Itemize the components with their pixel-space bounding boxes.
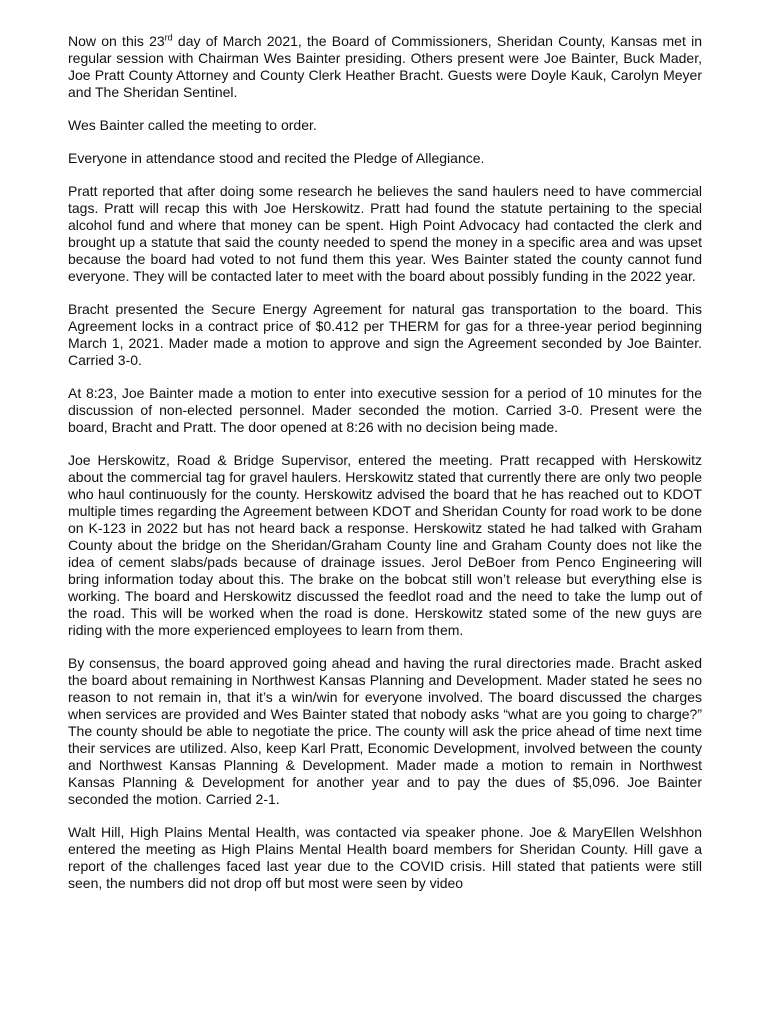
ordinal-suffix: rd [164,32,173,43]
paragraph-pledge: Everyone in attendance stood and recited the Pledge of Allegiance. [68,150,485,166]
minutes-page [68,33,702,908]
attendees-text: day of March 2021, the Board of Commissioners, Sheridan County, Kansas met in regular session with Chairman Wes Bainter presiding. Others present were Joe Bainter, Buck Mader, Joe Pratt County Attorney and County Clerk Heather Bracht. Guests were Doyle Kauk, Carolyn Meyer and The Sheridan Sentinel. [68,33,702,100]
paragraph-call-to-order: Wes Bainter called the meeting to order. [68,117,317,133]
paragraph-executive-session: At 8:23, Joe Bainter made a motion to enter into executive session for a period of 10 minutes for the discussion of non-elected personnel. Mader seconded the motion. Carried 3-0. Present were the board, Bracht and Pratt. The door opened at 8:26 with no decision being made. [68,385,702,435]
paragraph-session-opening [68,33,702,101]
date-text: Now on this 23 [68,33,165,49]
paragraph-pratt-report: Pratt reported that after doing some research he believes the sand haulers need to have commercial tags. Pratt will recap this with Joe Herskowitz. Pratt had found the statute pertaining to the special alcohol fund and where that money can be spent. High Point Advocacy had contacted the clerk and brought up a statute that said the county needed to spend the money in a specific area and was upset because the board had voted to not fund them this year. Wes Bainter stated the county cannot fund everyone. They will be contacted later to meet with the board about possibly funding in the 2022 year. [68,183,702,284]
paragraph-road-bridge: Joe Herskowitz, Road & Bridge Supervisor, entered the meeting. Pratt recapped with Herskowitz about the commercial tag for gravel haulers. Herskowitz stated that currently there are only two people who haul continuously for the county. Herskowitz advised the board that he has reached out to KDOT multiple times regarding the Agreement between KDOT and Sheridan County for road work to be done on K-123 in 2022 but has not heard back a response. Herskowitz stated he had talked with Graham County about the bridge on the Sheridan/Graham County line and Graham County does not like the idea of cement slabs/pads because of drainage issues. Jerol DeBoer from Penco Engineering will bring information today about this. The brake on the bobcat still won’t release but everything else is working. The board and Herskowitz discussed the feedlot road and the need to take the lump out of the road. This will be worked when the road is done. Herskowitz stated some of the new guys are riding with the more experienced employees to learn from them. [68,452,702,638]
paragraph-energy-agreement: Bracht presented the Secure Energy Agreement for natural gas transportation to the board. This Agreement locks in a contract price of $0.412 per THERM for gas for a three-year period beginning March 1, 2021. Mader made a motion to approve and sign the Agreement seconded by Joe Bainter. Carried 3-0. [68,301,702,368]
paragraph-mental-health: Walt Hill, High Plains Mental Health, was contacted via speaker phone. Joe & MaryEllen Welshhon entered the meeting as High Plains Mental Health board members for Sheridan County. Hill gave a report of the challenges faced last year due to the COVID crisis. Hill stated that patients were still seen, the numbers did not drop off but most were seen by video [68,824,702,891]
paragraph-planning-development: By consensus, the board approved going ahead and having the rural directories made. Bracht asked the board about remaining in Northwest Kansas Planning and Development. Mader stated he sees no reason to not remain in, that it’s a win/win for everyone involved. The board discussed the charges when services are provided and Wes Bainter stated that nobody asks “what are you going to charge?” The county should be able to negotiate the price. The county will ask the price ahead of time next time their services are utilized. Also, keep Karl Pratt, Economic Development, involved between the county and Northwest Kansas Planning & Development. Mader made a motion to remain in Northwest Kansas Planning & Development for another year and to pay the dues of $5,096. Joe Bainter seconded the motion. Carried 2-1. [68,655,702,807]
